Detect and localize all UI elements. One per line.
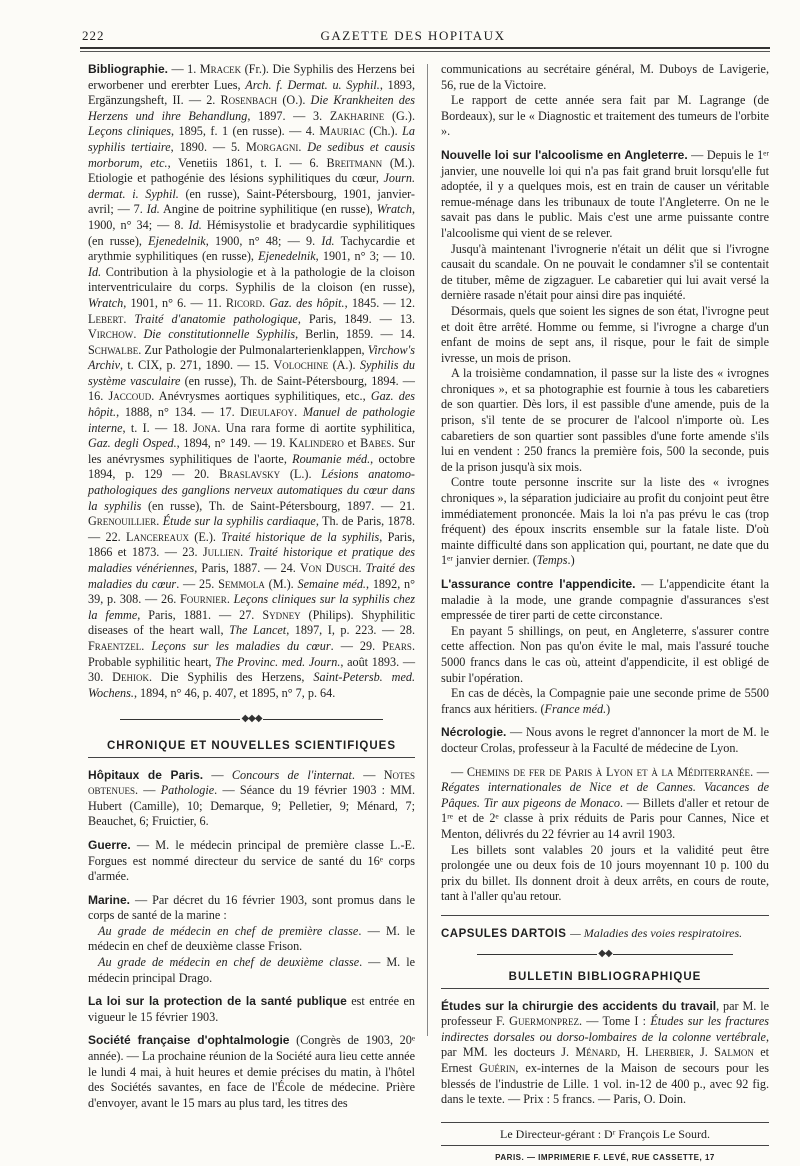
run-text: est entrée en vigueur le 15 février 1903. bbox=[88, 994, 416, 1024]
run-heading: La loi sur la protection de la santé publique bbox=[88, 994, 347, 1009]
article-paragraph bbox=[441, 148, 769, 242]
run-text: . — bbox=[135, 783, 161, 798]
run-heading: Bibliographie. bbox=[88, 62, 169, 76]
run-text: . — Tome I : bbox=[578, 1014, 651, 1029]
run-text: (G.). bbox=[384, 108, 416, 123]
run-italic: De sedibus et causis morborum, etc. bbox=[88, 139, 416, 170]
run-text: . bbox=[358, 561, 366, 575]
chronicle-item-loi-sante bbox=[88, 994, 415, 1025]
run-text: (L.). bbox=[280, 467, 322, 482]
chronicle-item-marine bbox=[88, 893, 415, 924]
director-line: Le Directeur-gérant : Dʳ François Le Sourd. bbox=[441, 1122, 769, 1143]
run-italic: Étude sur la syphilis cardiaque bbox=[162, 514, 316, 529]
run-italic: Journ. dermat. i. Syphil. bbox=[88, 171, 415, 201]
section-title-rule bbox=[88, 757, 415, 758]
run-italic: Pathologie bbox=[160, 783, 215, 798]
run-text: . Una rara forme di aortite syphilitica, bbox=[217, 420, 415, 435]
run-author: Morgagni bbox=[246, 139, 299, 154]
run-text: . Anévrysmes aortiques syphilitiques, etc., bbox=[151, 389, 371, 404]
capsules-advert bbox=[441, 926, 769, 943]
run-text: ) bbox=[606, 701, 611, 716]
right-column-articles bbox=[441, 62, 769, 905]
run-text: , 1893, Ergänzungsheft, II. — 2. bbox=[88, 77, 416, 108]
run-italic: Gaz. des hôpit. bbox=[88, 389, 415, 420]
run-text: , par MM. les docteurs J. bbox=[441, 1029, 769, 1060]
run-author: Notes obtenues bbox=[88, 767, 415, 798]
run-author: Mracek bbox=[199, 62, 242, 76]
run-italic: Leçons cliniques sur la syphilis chez la femme bbox=[88, 592, 416, 622]
run-italic: Leçons cliniques bbox=[88, 124, 171, 139]
run-text: — M. le médecin principal de première classe L.-E. Forgues est nommé directeur du service de santé du 16ᵉ corps d'armée. bbox=[88, 837, 415, 884]
run-text: , t. I. — 18. bbox=[122, 420, 194, 435]
run-author: Pears bbox=[382, 638, 412, 653]
run-text: . Die Syphilis des Herzens, bbox=[148, 670, 314, 685]
article-paragraph bbox=[441, 577, 769, 624]
bulletin-entry bbox=[441, 999, 769, 1108]
run-text: Désormais, quels que soient les signes de son état, l'ivrogne peut et doit être arrêté. Homme ou femme, si l'ivrogne a charge d'un enfant de moins de sept ans, il risque, pour le fait de simple ivresse, un mois de prison. bbox=[441, 303, 769, 365]
run-text: , 1888, n° 134. — 17. bbox=[116, 405, 241, 420]
article-paragraph bbox=[441, 366, 769, 475]
run-italic: Arch. f. Dermat. u. Syphil. bbox=[245, 77, 380, 92]
printer-line: PARIS. — IMPRIMERIE F. LEVÉ, RUE CASSETTE, 17 bbox=[495, 1153, 715, 1163]
run-text: . bbox=[123, 311, 135, 326]
run-italic: Traité historique de la syphilis bbox=[221, 529, 380, 544]
run-text: A la troisième condamnation, il passe sur la liste des « ivrognes chroniques », et sa photographie est fournie à tous les cabaretiers de son quartier. Dès lors, il est passible d'une amende, puis de la prison, s'il tente de se procurer de l'alcool n'importe où. Les cabaretiers de son quartier sont passibles d'une forte amende s'ils lui en vendent : 250 francs la première fois, 500 la seconde, puis de la prison jusqu'à six mois. bbox=[441, 366, 769, 474]
run-italic: Ejenedelnik bbox=[258, 249, 316, 264]
run-author: Dehiok bbox=[112, 670, 149, 685]
run-italic: Id. bbox=[146, 202, 160, 217]
run-text: . — bbox=[351, 767, 384, 782]
run-text: , J. bbox=[690, 1045, 715, 1060]
run-text: . — 25. bbox=[176, 576, 219, 591]
run-heading: Guerre. bbox=[88, 837, 131, 852]
run-text: Les billets sont valables 20 jours et la validité peut être prolongée une ou deux fois de 10 jours moyennant 10 p. 100 du prix du billet. Ils donnent droit à deux arrêts, en cours de route, tant à l'aller qu'au retour. bbox=[441, 842, 769, 904]
run-text: , 1897, I, p. 223. — 28. bbox=[286, 623, 416, 638]
run-text: (Congrès de 1903, 20ᵉ année). — La prochaine réunion de la Société aura lieu cette année le lundi 4 mai, à huit heures et demie précises du matin, à l'hôtel des Sociétés savantes, en face de l'École de médecine. Prière d'envoyer, avant le 15 mars au plus tard, les titres des bbox=[88, 1033, 415, 1110]
bulletin-title-rule bbox=[441, 988, 769, 989]
run-italic: Id. bbox=[321, 233, 335, 248]
run-text: — Par décret du 16 février 1903, sont promus dans le corps de santé de la marine : bbox=[88, 892, 415, 923]
run-text: , octobre 1894, p. 129 — 20. bbox=[88, 451, 416, 482]
run-text: communications au secrétaire général, M. Duboys de Lavigerie, 56, rue de la Victoire. bbox=[441, 62, 769, 92]
run-text: , 1901, n° 3; — 10. bbox=[315, 249, 415, 264]
run-text: (Philips). Shyphilitic diseases of the heart wall, bbox=[88, 607, 416, 638]
run-italic: Traité des maladies du cœur bbox=[88, 561, 416, 591]
run-text: . — M. le médecin en chef de deuxième classe Frison. bbox=[88, 923, 415, 954]
run-author: Grenouillier bbox=[88, 514, 157, 529]
run-text: et bbox=[343, 436, 361, 451]
run-author: Ricord bbox=[225, 295, 262, 310]
column-divider bbox=[427, 64, 428, 1036]
run-italic: Gaz. degli Osped. bbox=[88, 436, 177, 451]
run-text: Jusqu'à maintenant l'ivrognerie n'était un délit que si l'ivrogne causait du scandale. On ne pouvait le condamner s'il se contentait de tituber, même de zigzaguer. Le cabaretier qui lui avait versé la dernière rasade n'était pour ainsi dire pas inquiété. bbox=[441, 241, 769, 303]
run-text: , 1900, n° 48; — 9. bbox=[205, 233, 322, 248]
run-text: . — bbox=[750, 764, 769, 779]
header-rule-thin bbox=[80, 51, 770, 52]
run-text: , Paris, 1866 et 1873. — 23. bbox=[88, 529, 416, 560]
run-italic: Die Krankheiten des Herzens und ihre Behandlung bbox=[88, 93, 415, 123]
article-paragraph bbox=[441, 304, 769, 366]
run-text: , t. CIX, p. 271, 1890. — 15. bbox=[120, 358, 274, 373]
run-author: Schwalbe bbox=[88, 342, 139, 357]
run-author: Braslavsky bbox=[219, 467, 281, 482]
capsules-rule bbox=[441, 915, 769, 916]
run-author: Dieulafoy bbox=[240, 405, 295, 420]
run-text: Contre toute personne inscrite sur la liste des « ivrognes chroniques », la séparation judiciaire au profit du conjoint peut être immédiatement prononcée. Mais la loi n'a pas prévu le cas (trop fréquent) des époux inscrits ensemble sur la fatale liste. D'où mainte difficulté dans son application qui, pourtant, ne date que du 1ᵉʳ janvier dernier. ( bbox=[441, 475, 769, 568]
run-text: . Probable syphilitic heart, bbox=[88, 638, 415, 669]
run-text: En cas de décès, la Compagnie paie une seconde prime de 5500 francs aux héritiers. ( bbox=[441, 686, 769, 716]
run-text: (M.). Etiologie et pathogénie des lésions syphilitiques du cœur, bbox=[88, 155, 415, 186]
run-text: . bbox=[141, 638, 152, 653]
run-text: — 1. bbox=[168, 62, 200, 76]
run-text: . bbox=[294, 405, 303, 420]
run-text: , août 1893. — 30. bbox=[88, 654, 416, 685]
capsules-ornament: ◆◆ bbox=[441, 946, 769, 962]
run-author: Salmon bbox=[714, 1045, 754, 1060]
run-italic: Gaz. des hôpit. bbox=[269, 295, 345, 310]
run-text: Le rapport de cette année sera fait par M. Lagrange (de Bordeaux), sur le « Diagnostic et traitement des tumeurs de l'orbite ». bbox=[441, 93, 769, 139]
header-rule bbox=[80, 47, 770, 49]
run-author: Guérin bbox=[479, 1061, 516, 1076]
run-text: (Fr.). Die Syphilis des Herzens bei erworbener und ererbter Lues, bbox=[88, 62, 415, 92]
run-text: , 1892, n° 39, p. 308. — 26. bbox=[88, 576, 416, 607]
run-heading: Nécrologie. bbox=[441, 725, 507, 740]
run-text: . — Séance du 19 février 1903 : MM. Hubert (Camille), 10; Demarque, 9; Pelletier, 9; Ménard, 7; Beauchet, 6; Fruictier, 6. bbox=[88, 783, 416, 829]
run-text: , H. bbox=[617, 1045, 645, 1060]
run-italic: Au grade de médecin en chef de première classe bbox=[98, 923, 359, 938]
section-divider-ornament: ◆◆◆ bbox=[88, 711, 415, 727]
run-italic: The Provinc. med. Journ. bbox=[215, 654, 341, 669]
run-author: Guermonprez bbox=[509, 1014, 579, 1029]
run-author: Fournier bbox=[180, 592, 227, 607]
run-author: Jaccoud bbox=[108, 389, 152, 404]
run-text: . — 29. bbox=[330, 638, 383, 653]
run-italic: The Lancet bbox=[229, 623, 287, 638]
chronicle-item-guerre bbox=[88, 838, 415, 885]
run-text: , 1890. — 5. bbox=[170, 139, 246, 154]
article-paragraph bbox=[441, 93, 769, 140]
chronicle-item-hopitaux bbox=[88, 768, 415, 830]
run-text: , Venetiis 1861, t. I. — 6. bbox=[167, 155, 327, 170]
run-italic: Concours de l'internat bbox=[231, 767, 352, 782]
run-heading: Études sur la chirurgie des accidents du travail bbox=[441, 998, 717, 1013]
run-text: (Ch.). bbox=[364, 124, 403, 139]
run-italic: Traité d'anatomie pathologique bbox=[134, 311, 298, 326]
run-text: En payant 5 shillings, on peut, en Angleterre, s'assurer contre cette affection. Non pas qu'on évite le mal, mais l'assuré touche 5000 francs dans le cas où, atteint d'appendicite, il est obligé de subir l'opération. bbox=[441, 623, 769, 685]
run-heading: Société française d'ophtalmologie bbox=[88, 1033, 290, 1048]
run-author: Mauriac bbox=[319, 124, 365, 139]
run-text: . Zur Pathologie der Pulmonalarterienklappen, bbox=[138, 342, 368, 357]
bulletin-section-title: BULLETIN BIBLIOGRAPHIQUE bbox=[508, 971, 702, 984]
run-text: . bbox=[156, 514, 163, 529]
run-author: Rosenbach bbox=[220, 93, 278, 108]
chronicle-item-ophtalmologie bbox=[88, 1033, 415, 1111]
run-text: , Paris, 1849. — 13. bbox=[297, 311, 416, 326]
run-text: . bbox=[261, 295, 270, 310]
run-text: (en russe), Saint-Pétersbourg, 1901, janvier-avril; — 7. bbox=[88, 186, 415, 217]
run-text: , Paris, 1887. — 24. bbox=[194, 561, 300, 575]
run-text: , 1894, n° 46, p. 407, et 1895, n° 7, p. 64. bbox=[133, 685, 336, 700]
capsules-text: — Maladies des voies respiratoires. bbox=[570, 925, 743, 940]
run-heading: Nouvelle loi sur l'alcoolisme en Angleterre. bbox=[441, 147, 688, 162]
run-text: (E.). bbox=[188, 529, 222, 544]
article-paragraph bbox=[441, 843, 769, 905]
run-text: Contribution à la physiologie et à la pathologie de la cloison interventriculaire du corps. Syphilis de la cloison (en russe), bbox=[88, 264, 415, 295]
run-italic: Temps bbox=[536, 553, 568, 568]
run-text: . — Billets d'aller et retour de 1ʳᵉ et de 2ᵉ classe à prix réduits de Paris pour Cannes, Nice et Menton, délivrés du 22 février au 14 avril 1903. bbox=[441, 795, 769, 841]
run-text: , 1894, n° 149. — 19. bbox=[176, 436, 290, 451]
run-heading: Hôpitaux de Paris. bbox=[88, 767, 204, 782]
run-text: , Th. de Paris, 1878. — 22. bbox=[88, 514, 415, 544]
run-italic: Saint-Petersb. med. Wochens. bbox=[88, 670, 415, 700]
run-italic: Ejenedelnik bbox=[148, 233, 206, 248]
article-paragraph bbox=[441, 475, 769, 569]
run-text: Tachycardie et arythmie syphilitiques (en russe), bbox=[88, 233, 416, 264]
run-italic: Régates internationales de Nice et de Cannes. Vacances de Pâques. Tir aux pigeons de Monaco bbox=[441, 780, 769, 810]
run-italic: Études sur les fractures indirectes dorsales ou dorso-lombaires de la colonne vertébrale bbox=[441, 1014, 769, 1044]
run-text: Hémisystolie et bradycardie syphilitiques (en russe), bbox=[88, 217, 415, 248]
run-text: — bbox=[451, 764, 467, 779]
run-italic: Traité historique et pratique des maladies vénériennes bbox=[88, 545, 416, 575]
run-text: (A.). bbox=[328, 358, 360, 373]
run-author: Virchow bbox=[88, 327, 134, 342]
run-author: Kalindero bbox=[289, 436, 344, 451]
run-text: — Depuis le 1ᵉʳ janvier, une nouvelle loi qui n'a pas fait grand bruit lorsqu'elle fut adoptée, il y a quelques mois, est en train de causer un véritable remue-ménage dans les tribunaux de toute l'Angleterre. On ne le savait pas dans le public. Mais c'est une arme puissante contre l'alcoolisme qui vient de se relever. bbox=[441, 147, 769, 240]
run-italic: La syphilis tertiaire bbox=[88, 124, 416, 154]
run-text: , 1895, f. 1 (en russe). — 4. bbox=[171, 124, 320, 139]
chronicle-section-title: CHRONIQUE ET NOUVELLES SCIENTIFIQUES bbox=[106, 739, 397, 752]
run-italic: Syphilis du système vasculaire bbox=[88, 358, 416, 388]
run-text: Angine de poitrine syphilitique (en russe), bbox=[159, 202, 377, 217]
run-heading: Marine. bbox=[88, 892, 131, 907]
journal-title: GAZETTE DES HOPITAUX bbox=[320, 28, 506, 43]
run-author: Zakharine bbox=[329, 108, 385, 123]
run-text: et Ernest bbox=[441, 1045, 769, 1076]
run-text: , par M. le professeur F. bbox=[441, 998, 769, 1029]
run-italic: France méd. bbox=[544, 701, 607, 716]
run-author: Lebert bbox=[88, 311, 124, 326]
run-text: (en russe), Th. de Saint-Pétersbourg, 1894. — 16. bbox=[88, 373, 415, 404]
run-author: Jona bbox=[193, 420, 218, 435]
page-number: 222 bbox=[82, 28, 105, 43]
run-text: — L'appendicite étant la maladie à la mode, une grande compagnie d'assurances s'est empressée de tirer parti de cette circonstance. bbox=[441, 577, 769, 623]
run-italic: Id. bbox=[188, 217, 202, 232]
run-text: , 1900, n° 34; — 8. bbox=[88, 202, 415, 232]
run-author: Volochine bbox=[273, 358, 329, 373]
run-text: (O.). bbox=[277, 93, 311, 108]
article-paragraph bbox=[441, 242, 769, 304]
bibliography-paragraph bbox=[88, 62, 415, 701]
article-paragraph bbox=[441, 62, 769, 93]
run-author: Ménard bbox=[575, 1045, 618, 1060]
article-paragraph bbox=[441, 765, 769, 843]
run-text: , 1845. — 12. bbox=[344, 295, 416, 310]
run-italic: Wratch bbox=[376, 202, 412, 217]
run-text: . bbox=[240, 545, 249, 560]
article-paragraph bbox=[441, 686, 769, 717]
run-text: — bbox=[203, 767, 232, 782]
chronicle-item-marine-grade-2 bbox=[88, 955, 415, 986]
run-author: Von Dusch bbox=[299, 561, 359, 575]
run-text: — Nous avons le regret d'annoncer la mort de M. le docteur Crolas, professeur à la Faculté de médecine de Lyon. bbox=[441, 725, 769, 755]
run-author: Sydney bbox=[262, 607, 301, 622]
article-paragraph bbox=[441, 624, 769, 686]
run-italic: Wratch bbox=[88, 295, 124, 310]
run-text: . bbox=[298, 139, 308, 154]
left-column bbox=[88, 62, 415, 1111]
run-italic: Semaine méd. bbox=[297, 576, 366, 591]
run-author: Breitmann bbox=[326, 155, 383, 170]
footer-rule bbox=[441, 1145, 769, 1146]
run-italic: Roumanie méd. bbox=[292, 451, 371, 466]
run-italic: Die constitutionnelle Syphilis bbox=[143, 327, 296, 342]
capsules-label: CAPSULES DARTOIS bbox=[441, 927, 567, 940]
run-text: . — M. le médecin principal Drago. bbox=[88, 955, 415, 985]
chronicle-item-marine-grade-1 bbox=[88, 924, 415, 955]
run-text: . bbox=[226, 592, 234, 607]
right-column bbox=[441, 62, 769, 1166]
run-text: , ex-internes de la Maison de secours pour les blessés de l'industrie de Lille. 1 vol. in-12 de 400 p., avec 92 fig. dans le texte. — Prix : 5 francs. — Paris, O. Doin. bbox=[441, 1061, 769, 1107]
run-text: , 1901, n° 6. — 11. bbox=[123, 295, 226, 310]
run-text: (en russe), Th. de Saint-Pétersbourg, 1897. — 21. bbox=[141, 498, 415, 513]
run-italic: Au grade de médecin en chef de deuxième classe bbox=[98, 955, 360, 970]
run-italic: Manuel de pathologie interne bbox=[88, 405, 416, 435]
run-author: Fraentzel bbox=[88, 638, 142, 653]
run-author: Lancereaux bbox=[126, 529, 189, 544]
run-text: , Berlin, 1859. — 14. bbox=[295, 327, 415, 342]
run-text: , Paris, 1881. — 27. bbox=[137, 607, 263, 622]
run-text: . bbox=[133, 327, 144, 342]
run-text: , 1897. — 3. bbox=[247, 108, 330, 123]
article-paragraph bbox=[441, 725, 769, 756]
run-text: .) bbox=[567, 553, 575, 568]
run-author: Semmola bbox=[218, 576, 265, 591]
run-text: . Sur les anévrysmes syphilitiques de l'aorte, bbox=[88, 436, 416, 466]
run-italic: Id. bbox=[88, 264, 102, 279]
run-heading: L'assurance contre l'appendicite. bbox=[441, 577, 636, 591]
run-author: Lherbier bbox=[644, 1045, 691, 1060]
run-author: Chemins de fer de Paris à Lyon et à la Méditerranée bbox=[466, 764, 751, 779]
run-author: Jullien bbox=[202, 545, 241, 560]
run-author: Babes bbox=[360, 436, 392, 451]
run-italic: Virchow's Archiv bbox=[88, 342, 415, 373]
run-text: (M.). bbox=[264, 576, 298, 591]
run-italic: Leçons sur les maladies du cœur bbox=[151, 638, 331, 653]
run-italic: Lésions anatomo-pathologiques des ganglions nerveux automatiques du cœur dans la syphilis bbox=[88, 467, 415, 513]
